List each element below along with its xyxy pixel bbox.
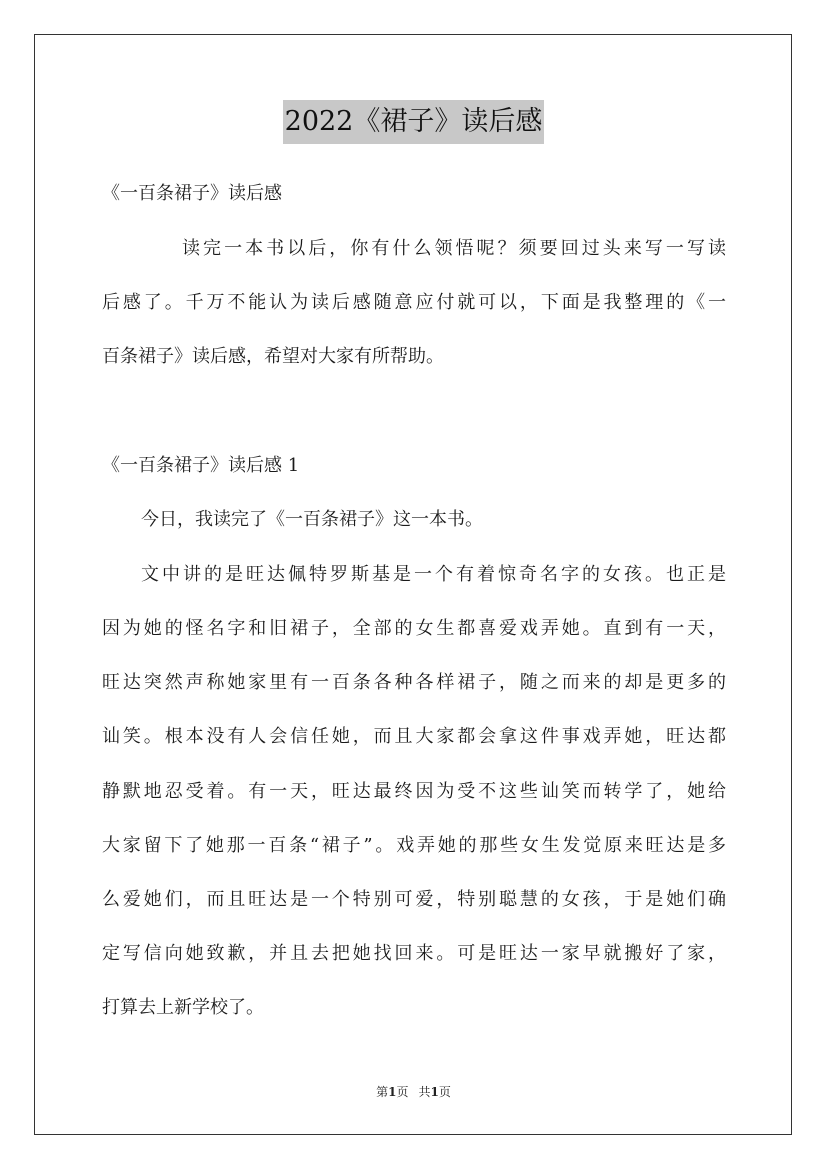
document-subtitle: 《一百条裙子》读后感	[102, 183, 282, 204]
intro-line-1: 读完一本书以后，你有什么领悟呢？须要回过头来写一写读	[182, 238, 726, 259]
paragraph-1: 今日，我读完了《一百条裙子》这一本书。	[141, 509, 483, 530]
paragraph-2-line-9: 打算去上新学校了。	[102, 997, 264, 1018]
footer-total-number: 1	[430, 1085, 439, 1099]
title-container	[0, 100, 827, 144]
footer-page-number: 1	[388, 1085, 397, 1099]
paragraph-2-line-6: 大家留下了她那一百条“裙子”。戏弄她的那些女生发觉原来旺达是多	[102, 835, 726, 856]
footer-total-suffix: 页	[438, 1085, 451, 1099]
paragraph-2-line-5: 静默地忍受着。有一天，旺达最终因为受不这些讪笑而转学了，她给	[102, 781, 726, 802]
paragraph-2-line-1: 文中讲的是旺达佩特罗斯基是一个有着惊奇名字的女孩。也正是	[141, 564, 726, 585]
intro-line-2: 后感了。千万不能认为读后感随意应付就可以，下面是我整理的《一	[102, 292, 726, 313]
page-footer	[0, 1083, 827, 1101]
paragraph-2-line-8: 定写信向她致歉，并且去把她找回来。可是旺达一家早就搬好了家，	[102, 943, 726, 964]
footer-total-prefix: 共	[418, 1085, 431, 1099]
section-heading: 《一百条裙子》读后感 1	[102, 455, 300, 476]
intro-line-3: 百条裙子》读后感，希望对大家有所帮助。	[102, 346, 444, 367]
paragraph-2-line-2: 因为她的怪名字和旧裙子，全部的女生都喜爱戏弄她。直到有一天，	[102, 618, 726, 639]
paragraph-2-line-3: 旺达突然声称她家里有一百条各种各样裙子，随之而来的却是更多的	[102, 672, 726, 693]
document-title: 2022《裙子》读后感	[283, 100, 545, 144]
paragraph-2-line-7: 么爱她们，而且旺达是一个特别可爱，特别聪慧的女孩，于是她们确	[102, 889, 726, 910]
footer-page-suffix: 页	[396, 1085, 409, 1099]
paragraph-2-line-4: 讪笑。根本没有人会信任她，而且大家都会拿这件事戏弄她，旺达都	[102, 726, 726, 747]
footer-page-prefix: 第	[376, 1085, 389, 1099]
